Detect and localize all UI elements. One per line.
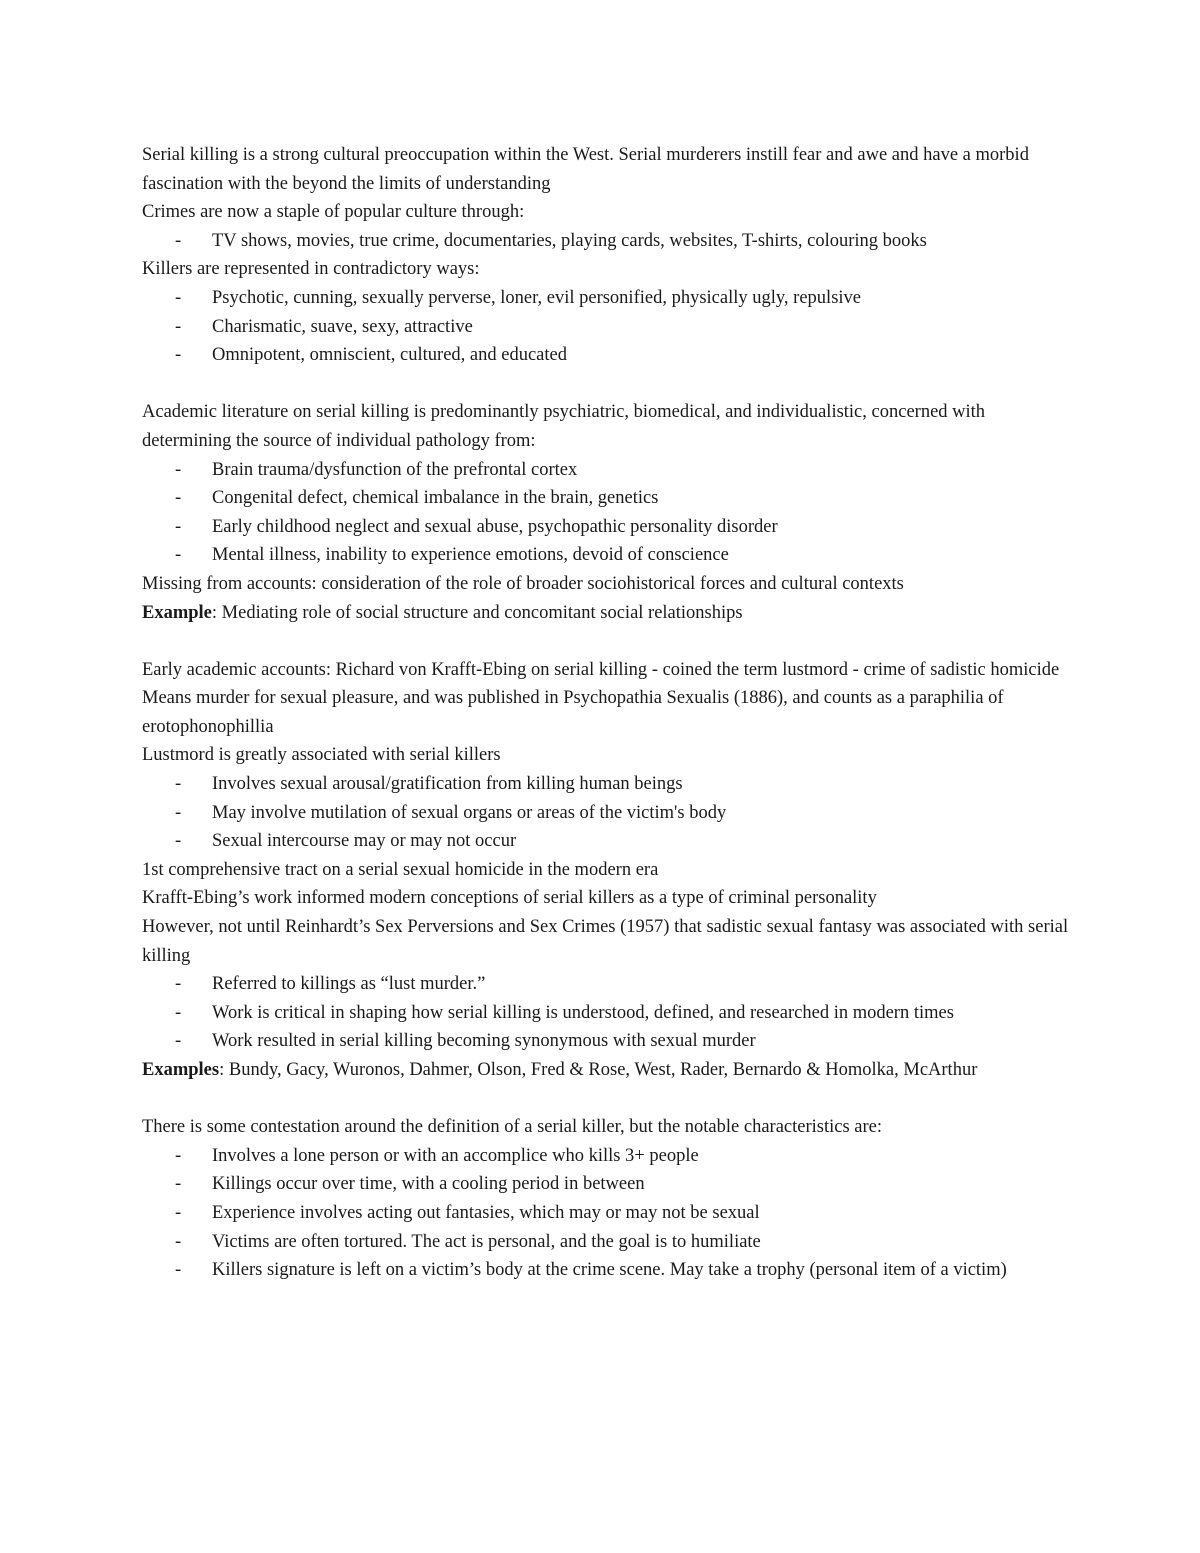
- bullet-dash: -: [175, 1202, 182, 1223]
- bullet-dash: -: [175, 545, 182, 566]
- paragraph: 1st comprehensive tract on a serial sexual homicide in the modern era: [142, 859, 659, 880]
- bullet-item: [142, 541, 1072, 570]
- bullet-text: Killings occur over time, with a cooling period in between: [212, 1174, 645, 1195]
- bullet-dash: -: [175, 459, 182, 480]
- paragraph: Krafft-Ebing’s work informed modern conceptions of serial killers as a type of criminal personality: [142, 888, 877, 909]
- bullet-item: [142, 1170, 1072, 1199]
- bullet-dash: -: [175, 345, 182, 366]
- blank-line: [142, 627, 1072, 656]
- paragraph: Serial killing is a strong cultural preoccupation within the West. Serial murderers instill fear and awe and have a morbid fascination with the beyond the limits of understanding: [142, 145, 1029, 194]
- bullet-item: [142, 770, 1072, 799]
- bullet-item: [142, 227, 1072, 256]
- paragraph: Killers are represented in contradictory ways:: [142, 259, 480, 280]
- bullet-text: Involves a lone person or with an accomplice who kills 3+ people: [212, 1145, 699, 1166]
- bullet-dash: -: [175, 316, 182, 337]
- bullet-text: Victims are often tortured. The act is personal, and the goal is to humiliate: [212, 1231, 761, 1252]
- example-text: : Bundy, Gacy, Wuronos, Dahmer, Olson, Fred & Rose, West, Rader, Bernardo & Homolka, McArthur: [219, 1060, 978, 1080]
- bullet-item: [142, 999, 1072, 1028]
- example-paragraph: [142, 599, 1072, 628]
- example-text: : Mediating role of social structure and concomitant social relationships: [211, 602, 743, 623]
- bullet-item: [142, 1256, 1072, 1285]
- bullet-dash: -: [175, 1231, 182, 1252]
- bullet-dash: -: [175, 774, 182, 795]
- bullet-text: Psychotic, cunning, sexually perverse, loner, evil personified, physically ugly, repulsive: [212, 287, 861, 308]
- bullet-item: [142, 970, 1072, 999]
- paragraph: Academic literature on serial killing is predominantly psychiatric, biomedical, and individualistic, concerned with determining the source of individual pathology from:: [142, 402, 986, 451]
- bullet-dash: -: [175, 974, 182, 995]
- bullet-text: Early childhood neglect and sexual abuse, psychopathic personality disorder: [212, 516, 778, 537]
- bullet-text: Omnipotent, omniscient, cultured, and educated: [212, 345, 567, 366]
- bullet-dash: -: [175, 1002, 182, 1023]
- bullet-dash: -: [175, 1031, 182, 1052]
- bullet-text: Brain trauma/dysfunction of the prefrontal cortex: [212, 459, 578, 480]
- bullet-text: Killers signature is left on a victim’s body at the crime scene. May take a trophy (personal item of a victim): [212, 1260, 1007, 1281]
- bullet-item: [142, 456, 1072, 485]
- bullet-item: [142, 513, 1072, 542]
- bullet-text: Mental illness, inability to experience emotions, devoid of conscience: [212, 545, 729, 566]
- bullet-text: Work is critical in shaping how serial killing is understood, defined, and researched in modern times: [212, 1002, 954, 1023]
- blank-line: [142, 370, 1072, 399]
- bullet-text: TV shows, movies, true crime, documentaries, playing cards, websites, T-shirts, colouring books: [212, 230, 927, 251]
- bullet-dash: -: [175, 802, 182, 823]
- paragraph: However, not until Reinhardt’s Sex Perversions and Sex Crimes (1957) that sadistic sexual fantasy was associated with serial killing: [142, 917, 1069, 966]
- paragraph: Crimes are now a staple of popular culture through:: [142, 202, 525, 223]
- bullet-dash: -: [175, 1174, 182, 1195]
- bullet-text: Charismatic, suave, sexy, attractive: [212, 316, 473, 337]
- bullet-item: [142, 1027, 1072, 1056]
- paragraph: Lustmord is greatly associated with serial killers: [142, 745, 501, 766]
- bullet-text: Congenital defect, chemical imbalance in the brain, genetics: [212, 488, 659, 509]
- bullet-item: [142, 341, 1072, 370]
- bullet-item: [142, 1199, 1072, 1228]
- bullet-item: [142, 284, 1072, 313]
- bullet-dash: -: [175, 1145, 182, 1166]
- bullet-item: [142, 484, 1072, 513]
- paragraph: Missing from accounts: consideration of the role of broader sociohistorical forces and cultural contexts: [142, 573, 904, 594]
- paragraph: Early academic accounts: Richard von Krafft-Ebing on serial killing - coined the term lustmord - crime of sadistic homicide: [142, 659, 1060, 680]
- bullet-item: [142, 799, 1072, 828]
- paragraph: Means murder for sexual pleasure, and was published in Psychopathia Sexualis (1886), and counts as a paraphilia of erotophonophillia: [142, 688, 1004, 737]
- example-label: Examples: [142, 1060, 220, 1080]
- paragraph: There is some contestation around the definition of a serial killer, but the notable characteristics are:: [142, 1117, 883, 1138]
- bullet-item: [142, 1142, 1072, 1171]
- bullet-text: Involves sexual arousal/gratification from killing human beings: [212, 774, 683, 795]
- bullet-dash: -: [175, 1260, 182, 1281]
- example-label: Example: [142, 602, 212, 623]
- document-page: [142, 141, 1072, 1285]
- bullet-text: May involve mutilation of sexual organs or areas of the victim's body: [212, 802, 727, 823]
- example-paragraph: [142, 1056, 1072, 1085]
- bullet-item: [142, 827, 1072, 856]
- blank-line: [142, 1085, 1072, 1114]
- bullet-item: [142, 313, 1072, 342]
- bullet-dash: -: [175, 287, 182, 308]
- bullet-dash: -: [175, 516, 182, 537]
- bullet-text: Experience involves acting out fantasies, which may or may not be sexual: [212, 1202, 760, 1223]
- bullet-dash: -: [175, 488, 182, 509]
- bullet-dash: -: [175, 230, 182, 251]
- bullet-text: Referred to killings as “lust murder.”: [212, 974, 486, 995]
- bullet-text: Sexual intercourse may or may not occur: [212, 831, 517, 852]
- bullet-dash: -: [175, 831, 182, 852]
- bullet-item: [142, 1228, 1072, 1257]
- bullet-text: Work resulted in serial killing becoming synonymous with sexual murder: [212, 1031, 756, 1052]
